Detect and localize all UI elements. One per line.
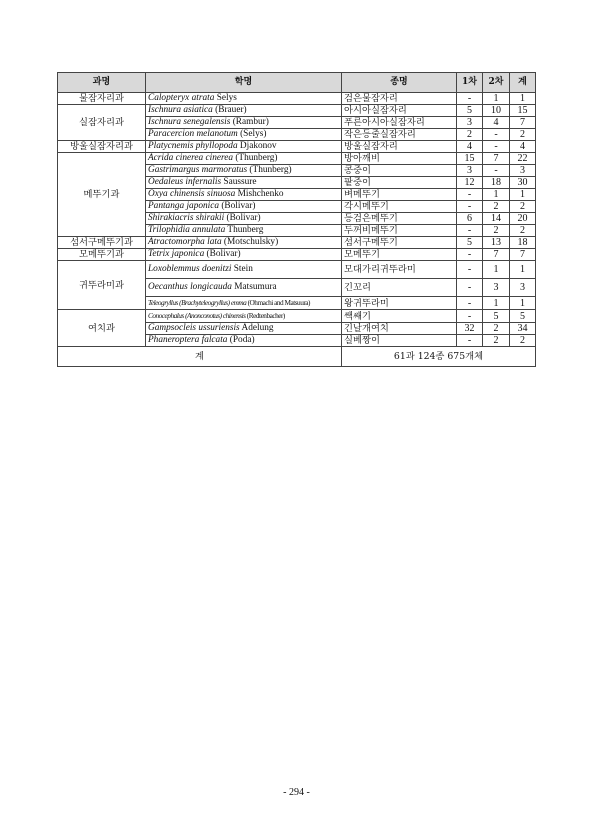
genus-species: Trilophidia annulata xyxy=(148,225,226,235)
total-row xyxy=(58,347,536,367)
family-cell: 방울실잠자리과 xyxy=(58,141,146,153)
total-count-cell: 20 xyxy=(510,213,536,225)
first-count-cell: 5 xyxy=(457,105,483,117)
total-count-cell: 15 xyxy=(510,105,536,117)
scientific-name-cell xyxy=(146,249,342,261)
author: (Bolivar) xyxy=(204,249,241,259)
korean-name-cell: 방울실잠자리 xyxy=(342,141,457,153)
second-count-cell: 3 xyxy=(483,279,510,297)
first-count-cell: - xyxy=(457,297,483,310)
genus-species: Pantanga japonica xyxy=(148,201,220,211)
total-count-cell: 2 xyxy=(510,201,536,213)
author: (Rambur) xyxy=(230,117,269,127)
korean-name-cell: 벼메뚜기 xyxy=(342,189,457,201)
header-second-survey: 2차 xyxy=(483,73,510,93)
korean-name-cell: 방아깨비 xyxy=(342,153,457,165)
scientific-name-cell xyxy=(146,335,342,347)
first-count-cell: - xyxy=(457,93,483,105)
scientific-name-cell xyxy=(146,237,342,249)
author: (Selys) xyxy=(237,129,267,139)
page-number: - 294 - xyxy=(283,787,310,798)
korean-name-cell: 콩중이 xyxy=(342,165,457,177)
total-count-cell: 2 xyxy=(510,129,536,141)
total-label: 계 xyxy=(58,347,342,367)
first-count-cell: - xyxy=(457,279,483,297)
total-count-cell: 30 xyxy=(510,177,536,189)
korean-name-cell: 검은물잠자리 xyxy=(342,93,457,105)
first-count-cell: - xyxy=(457,310,483,323)
genus-species: Loxoblemmus doenitzi xyxy=(148,264,232,274)
header-first-survey: 1차 xyxy=(457,73,483,93)
second-count-cell: 2 xyxy=(483,335,510,347)
author: (Thunberg) xyxy=(247,165,292,175)
genus-species: Oxya chinensis sinuosa xyxy=(148,189,236,199)
scientific-name-cell xyxy=(146,297,342,310)
author: Matsumura xyxy=(231,282,277,292)
first-count-cell: - xyxy=(457,249,483,261)
korean-name-cell: 작은등줄실잠자리 xyxy=(342,129,457,141)
first-count-cell: 6 xyxy=(457,213,483,225)
korean-name-cell: 왕귀뚜라미 xyxy=(342,297,457,310)
table-row xyxy=(58,93,536,105)
total-count-cell: 1 xyxy=(510,189,536,201)
total-count-cell: 1 xyxy=(510,261,536,279)
genus-species: Platycnemis phyllopoda xyxy=(148,141,238,151)
second-count-cell: 13 xyxy=(483,237,510,249)
author: (Bolivar) xyxy=(219,201,256,211)
genus-species: Shirakiacris shirakii xyxy=(148,213,225,223)
genus-species: Ischnura senegalensis xyxy=(148,117,231,127)
total-count-cell: 1 xyxy=(510,297,536,310)
genus-species: Gampsocleis ussuriensis xyxy=(148,323,240,333)
first-count-cell: 3 xyxy=(457,117,483,129)
author: Selys xyxy=(214,93,237,103)
first-count-cell: 2 xyxy=(457,129,483,141)
total-count-cell: 34 xyxy=(510,323,536,335)
family-cell: 메뚜기과 xyxy=(58,153,146,237)
second-count-cell: 7 xyxy=(483,249,510,261)
korean-name-cell: 모대가리귀뚜라미 xyxy=(342,261,457,279)
genus-species: Oedaleus infernalis xyxy=(148,177,222,187)
author: Stein xyxy=(231,264,253,274)
korean-name-cell: 긴꼬리 xyxy=(342,279,457,297)
genus-species: Teleogryllus (Brachyteleogryllus) emma xyxy=(148,298,247,307)
second-count-cell: 4 xyxy=(483,117,510,129)
family-cell: 귀뚜라미과 xyxy=(58,261,146,310)
scientific-name-cell xyxy=(146,165,342,177)
table-row xyxy=(58,237,536,249)
second-count-cell: 2 xyxy=(483,323,510,335)
korean-name-cell: 아시아실잠자리 xyxy=(342,105,457,117)
genus-species: Acrida cinerea cinerea xyxy=(148,153,234,163)
scientific-name-cell xyxy=(146,201,342,213)
first-count-cell: 12 xyxy=(457,177,483,189)
scientific-name-cell xyxy=(146,261,342,279)
family-cell: 여치과 xyxy=(58,310,146,347)
genus-species: Oecanthus longicauda xyxy=(148,282,232,292)
author: Thunberg xyxy=(225,225,264,235)
scientific-name-cell xyxy=(146,153,342,165)
header-family: 과명 xyxy=(58,73,146,93)
total-count-cell: 4 xyxy=(510,141,536,153)
korean-name-cell: 섬서구메뚜기 xyxy=(342,237,457,249)
second-count-cell: - xyxy=(483,129,510,141)
korean-name-cell: 팥중이 xyxy=(342,177,457,189)
second-count-cell: 1 xyxy=(483,93,510,105)
scientific-name-cell xyxy=(146,225,342,237)
genus-species: Gastrimargus marmoratus xyxy=(148,165,248,175)
second-count-cell: - xyxy=(483,165,510,177)
total-count-cell: 5 xyxy=(510,310,536,323)
family-cell: 섬서구메뚜기과 xyxy=(58,237,146,249)
first-count-cell: 4 xyxy=(457,141,483,153)
scientific-name-cell xyxy=(146,279,342,297)
author: (Motschulsky) xyxy=(221,237,279,247)
korean-name-cell: 두꺼비메뚜기 xyxy=(342,225,457,237)
korean-name-cell: 모메뚜기 xyxy=(342,249,457,261)
total-count-cell: 2 xyxy=(510,225,536,237)
author: (Thunberg) xyxy=(233,153,278,163)
scientific-name-cell xyxy=(146,105,342,117)
scientific-name-cell xyxy=(146,93,342,105)
first-count-cell: 15 xyxy=(457,153,483,165)
author: (Brauer) xyxy=(212,105,247,115)
table-row xyxy=(58,153,536,165)
second-count-cell: 10 xyxy=(483,105,510,117)
author: (Poda) xyxy=(227,335,255,345)
second-count-cell: - xyxy=(483,141,510,153)
total-summary: 61과 124종 675개체 xyxy=(342,347,536,367)
table-row xyxy=(58,141,536,153)
total-count-cell: 2 xyxy=(510,335,536,347)
korean-name-cell: 각시메뚜기 xyxy=(342,201,457,213)
table-row xyxy=(58,105,536,117)
author: Mishchenko xyxy=(235,189,284,199)
second-count-cell: 18 xyxy=(483,177,510,189)
scientific-name-cell xyxy=(146,310,342,323)
first-count-cell: - xyxy=(457,189,483,201)
korean-name-cell: 실베짱이 xyxy=(342,335,457,347)
first-count-cell: - xyxy=(457,201,483,213)
second-count-cell: 2 xyxy=(483,201,510,213)
total-count-cell: 3 xyxy=(510,165,536,177)
second-count-cell: 1 xyxy=(483,297,510,310)
table-row xyxy=(58,261,536,279)
scientific-name-cell xyxy=(146,189,342,201)
first-count-cell: 5 xyxy=(457,237,483,249)
total-count-cell: 1 xyxy=(510,93,536,105)
family-cell: 실잠자리과 xyxy=(58,105,146,141)
species-table xyxy=(57,72,536,367)
genus-species: Atractomorpha lata xyxy=(148,237,222,247)
genus-species: Calopteryx atrata xyxy=(148,93,215,103)
second-count-cell: 2 xyxy=(483,225,510,237)
header-total: 계 xyxy=(510,73,536,93)
korean-name-cell: 푸른아시아실잠자리 xyxy=(342,117,457,129)
scientific-name-cell xyxy=(146,141,342,153)
header-korean-name: 종명 xyxy=(342,73,457,93)
author: Saussure xyxy=(221,177,257,187)
second-count-cell: 7 xyxy=(483,153,510,165)
genus-species: Ischnura asiatica xyxy=(148,105,213,115)
scientific-name-cell xyxy=(146,129,342,141)
total-count-cell: 3 xyxy=(510,279,536,297)
first-count-cell: 3 xyxy=(457,165,483,177)
second-count-cell: 14 xyxy=(483,213,510,225)
korean-name-cell: 쌕쌔기 xyxy=(342,310,457,323)
author: (Ohmachi and Matsuura) xyxy=(246,298,310,307)
genus-species: Phaneroptera falcata xyxy=(148,335,228,345)
author: (Redtenbacher) xyxy=(245,311,285,320)
first-count-cell: 32 xyxy=(457,323,483,335)
header-scientific-name: 학명 xyxy=(146,73,342,93)
total-count-cell: 18 xyxy=(510,237,536,249)
genus-species: Tetrix japonica xyxy=(148,249,205,259)
first-count-cell: - xyxy=(457,261,483,279)
genus-species: Conocephalus (Anonconotus) chinensis xyxy=(148,311,246,320)
genus-species: Paracercion melanotum xyxy=(148,129,238,139)
author: (Bolivar) xyxy=(224,213,261,223)
total-count-cell: 7 xyxy=(510,249,536,261)
korean-name-cell: 긴날개여치 xyxy=(342,323,457,335)
family-cell: 모메뚜기과 xyxy=(58,249,146,261)
second-count-cell: 1 xyxy=(483,189,510,201)
second-count-cell: 1 xyxy=(483,261,510,279)
scientific-name-cell xyxy=(146,323,342,335)
author: Djakonov xyxy=(237,141,277,151)
first-count-cell: - xyxy=(457,335,483,347)
table-row xyxy=(58,310,536,323)
first-count-cell: - xyxy=(457,225,483,237)
second-count-cell: 5 xyxy=(483,310,510,323)
family-cell: 물잠자리과 xyxy=(58,93,146,105)
total-count-cell: 22 xyxy=(510,153,536,165)
table-header-row xyxy=(58,73,536,93)
scientific-name-cell xyxy=(146,213,342,225)
table-row xyxy=(58,249,536,261)
korean-name-cell: 등검은메뚜기 xyxy=(342,213,457,225)
total-count-cell: 7 xyxy=(510,117,536,129)
scientific-name-cell xyxy=(146,177,342,189)
author: Adelung xyxy=(239,323,274,333)
scientific-name-cell xyxy=(146,117,342,129)
